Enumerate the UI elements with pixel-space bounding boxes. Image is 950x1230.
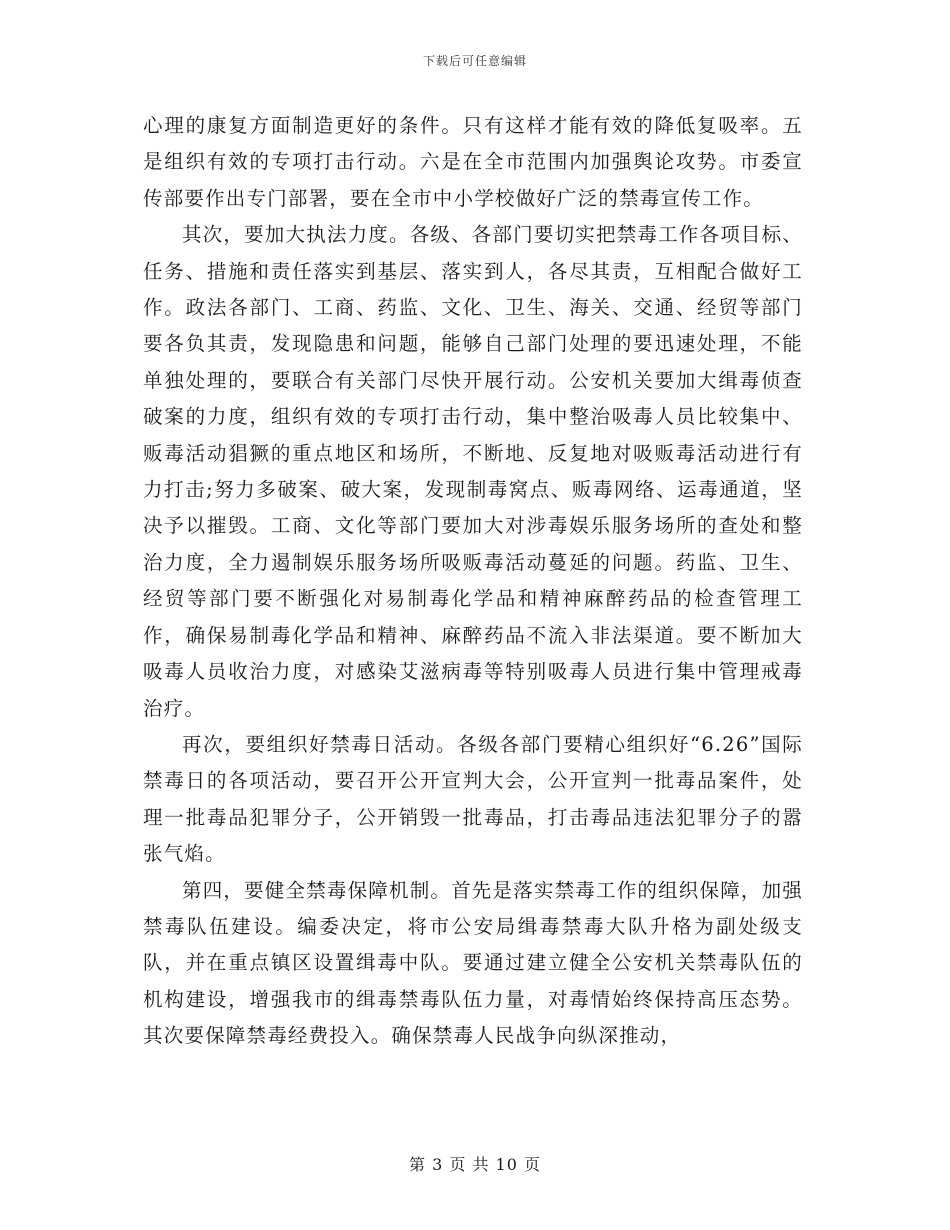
paragraph-safeguard-mechanism: 第四，要健全禁毒保障机制。首先是落实禁毒工作的组织保障，加强禁毒队伍建设。编委决定，将市公安局缉毒禁毒大队升格为副处级支队，并在重点镇区设置缉毒中队。要通过建立健全公安机关禁毒队伍的机构建设，增强我市的缉毒禁毒队伍力量，对毒情始终保持高压态势。其次要保障禁毒经费投入。确保禁毒人民战争向纵深推动， — [143, 878, 804, 1048]
page-number: 第 3 页 共 10 页 — [409, 1155, 541, 1174]
document-body — [143, 108, 803, 1055]
paragraph-continuation: 心理的康复方面制造更好的条件。只有这样才能有效的降低复吸率。五是组织有效的专项打击行动。六是在全市范围内加强舆论攻势。市委宣传部要作出专门部署，要在全市中小学校做好广泛的禁毒宣传工作。 — [143, 114, 803, 210]
paragraph-anti-drug-day: 再次，要组织好禁毒日活动。各级各部门要精心组织好“6.26”国际禁毒日的各项活动，要召开公开宣判大会，公开宣判一批毒品案件，处理一批毒品犯罪分子，公开销毁一批毒品，打击毒品违法犯罪分子的嚣张气焰。 — [143, 732, 803, 866]
page-header: 下载后可任意编辑 — [422, 54, 527, 68]
paragraph-law-enforcement: 其次，要加大执法力度。各级、各部门要切实把禁毒工作各项目标、任务、措施和责任落实到基层、落实到人，各尽其责，互相配合做好工作。政法各部门、工商、药监、文化、卫生、海关、交通、经贸等部门要各负其责，发现隐患和问题，能够自己部门处理的要迅速处理，不能单独处理的，要联合有关部门尽快开展行动。公安机关要加大缉毒侦查破案的力度，组织有效的专项打击行动，集中整治吸毒人员比较集中、贩毒活动猖獗的重点地区和场所，不断地、反复地对吸贩毒活动进行有力打击;努力多破案、破大案，发现制毒窝点、贩毒网络、运毒通道，坚决予以摧毁。工商、文化等部门要加大对涉毒娱乐服务场所的查处和整治力度，全力遏制娱乐服务场所吸贩毒活动蔓延的问题。药监、卫生、经贸等部门要不断强化对易制毒化学品和精神麻醉药品的检查管理工作，确保易制毒化学品和精神、麻醉药品不流入非法渠道。要不断加大吸毒人员收治力度，对感染艾滋病毒等特别吸毒人员进行集中管理戒毒治疗。 — [143, 223, 804, 720]
